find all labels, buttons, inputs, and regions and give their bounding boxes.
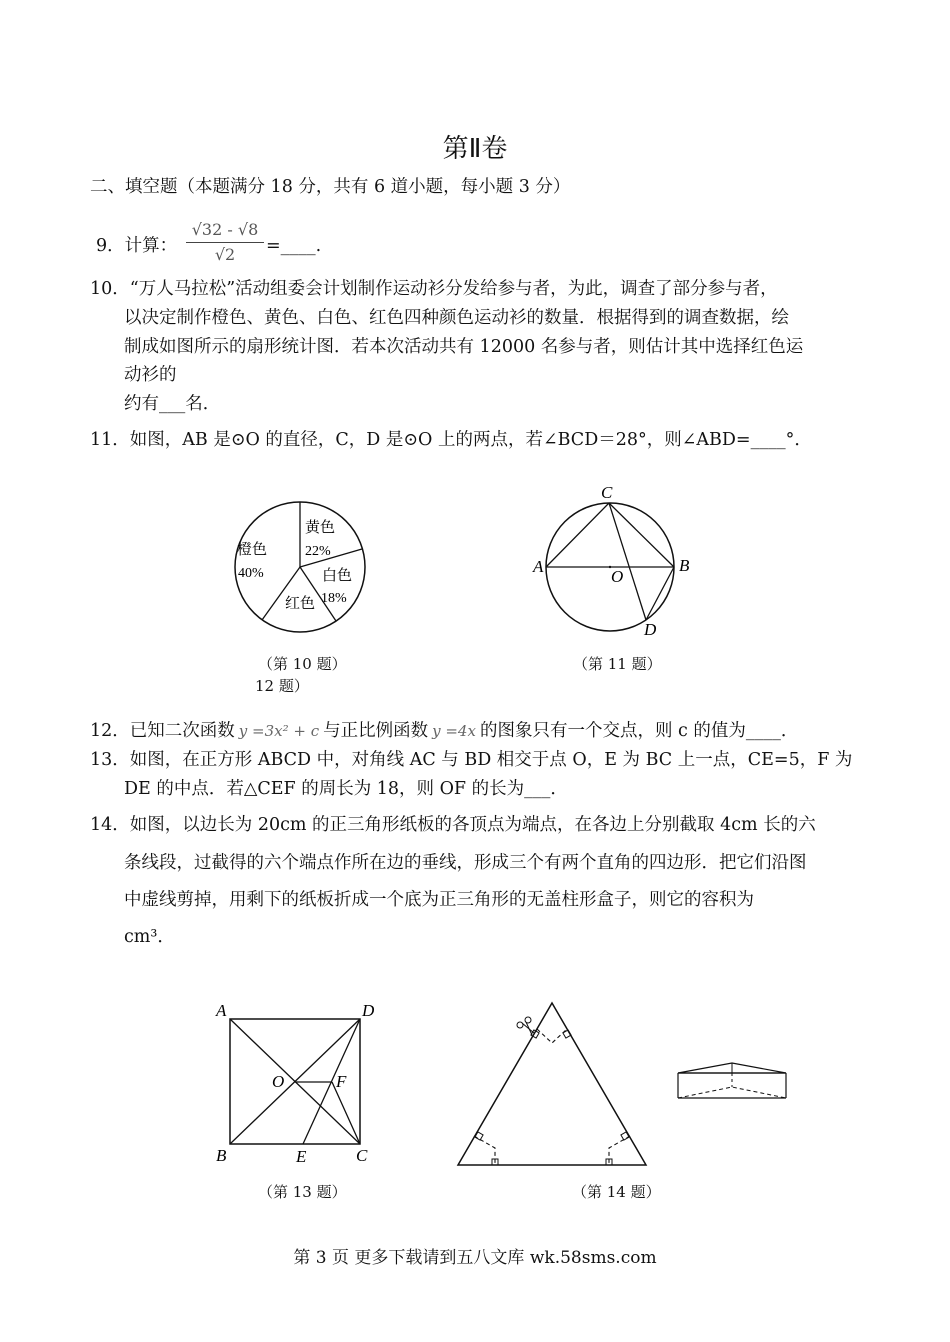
- fig13-caption: （第 13 题）: [258, 1183, 347, 1201]
- pie-divider: [262, 567, 300, 620]
- q14-line-2: 条线段，过截得的六个端点作所在边的垂线，形成三个有两个直角的四边形．把它们沿图: [124, 853, 807, 873]
- q9-denominator: √2: [214, 245, 236, 264]
- q9-numerator: √32 - √8: [191, 220, 259, 239]
- q10-line-4: 动衫的: [124, 365, 177, 385]
- equilateral-triangle: [458, 1003, 646, 1165]
- q10-line-3: 制成如图所示的扇形统计图．若本次活动共有 12000 名参与者，则估计其中选择红色运: [124, 337, 804, 357]
- point-label-C: C: [601, 483, 613, 502]
- point-label-A: A: [533, 557, 544, 576]
- q12-line: [90, 717, 798, 745]
- q9-suffix: =____.: [266, 236, 322, 256]
- q10-line-2: 以决定制作橙色、黄色、白色、红色四种颜色运动衫的数量．根据得到的调查数据，绘: [124, 308, 789, 328]
- q12-formula-1: y =3x² + c: [238, 722, 320, 740]
- q12-suffix: 的图象只有一个交点，则 c 的值为____．: [479, 721, 799, 741]
- point-label-F: F: [336, 1072, 347, 1091]
- point-label-O: O: [272, 1072, 285, 1091]
- point-label-C: C: [356, 1146, 368, 1165]
- pie-pct-orange: 40%: [238, 566, 264, 581]
- q9-fraction: [186, 219, 264, 266]
- q12-formula-2: y =4x: [432, 722, 476, 740]
- q13-line-1: 13．如图，在正方形 ABCD 中，对角线 AC 与 BD 相交于点 O，E 为 BC 上一点，CE=5，F 为: [90, 750, 853, 770]
- box-figure: [672, 1055, 792, 1105]
- pie-label-white: 白色: [322, 568, 353, 584]
- pie-pct-white: 18%: [321, 591, 347, 606]
- q14-line-3: 中虚线剪掉，用剩下的纸板折成一个底为正三角形的无盖柱形盒子，则它的容积为: [124, 890, 754, 910]
- section-heading: 二、填空题（本题满分 18 分，共有 6 道小题，每小题 3 分）: [90, 177, 571, 197]
- chord-DB: [646, 567, 674, 620]
- pie-label-orange: 橙色: [237, 542, 268, 558]
- fig11-figure: [525, 480, 700, 645]
- fig14-figure: [450, 993, 655, 1173]
- q12-prefix: 12．已知二次函数: [90, 721, 235, 741]
- point-label-D: D: [362, 1001, 375, 1020]
- pie-label-yellow: 黄色: [305, 520, 336, 536]
- fig11-caption: （第 11 题）: [573, 655, 662, 673]
- point-label-A: A: [216, 1001, 227, 1020]
- point-label-O: O: [611, 567, 624, 586]
- point-label-E: E: [296, 1147, 307, 1166]
- point-label-B: B: [679, 556, 690, 575]
- page-footer: 第 3 页 更多下载请到五八文库 wk.58sms.com: [293, 1248, 657, 1268]
- q12-mid: 与正比例函数: [323, 721, 429, 741]
- segment-FC: [332, 1082, 360, 1144]
- point-label-D: D: [644, 620, 657, 639]
- point-label-B: B: [216, 1146, 227, 1165]
- q14-line-4: cm³．: [124, 927, 175, 947]
- pie-figure: [225, 495, 375, 640]
- q9-prefix: 9．计算：: [96, 236, 178, 256]
- cut-line-top: [537, 1029, 567, 1043]
- q10-line-1: 10．“万人马拉松”活动组委会计划制作运动衫分发给参与者，为此，调查了部分参与者，: [90, 279, 778, 299]
- q11-text: 11．如图，AB 是⊙O 的直径，C，D 是⊙O 上的两点，若∠BCD＝28°，则∠ABD=____°．: [90, 430, 812, 450]
- q14-line-1: 14．如图，以边长为 20cm 的正三角形纸板的各顶点为端点，在各边上分别截取 4cm 长的六: [90, 815, 816, 835]
- scissors-icon: [517, 1017, 534, 1035]
- pie-caption: （第 10 题）: [258, 655, 347, 673]
- pie-pct-yellow: 22%: [305, 544, 331, 559]
- pie-label-red: 红色: [285, 596, 316, 612]
- q10-line-5: 约有___名．: [124, 394, 221, 414]
- fig13-figure: [210, 995, 385, 1170]
- q13-line-2: DE 的中点．若△CEF 的周长为 18，则 OF 的长为___．: [124, 779, 568, 799]
- pie-caption-extra: 12 题）: [255, 677, 309, 695]
- fig14-caption: （第 14 题）: [572, 1183, 661, 1201]
- page-title: 第Ⅱ卷: [442, 134, 508, 164]
- box-hidden-edge: [678, 1087, 786, 1098]
